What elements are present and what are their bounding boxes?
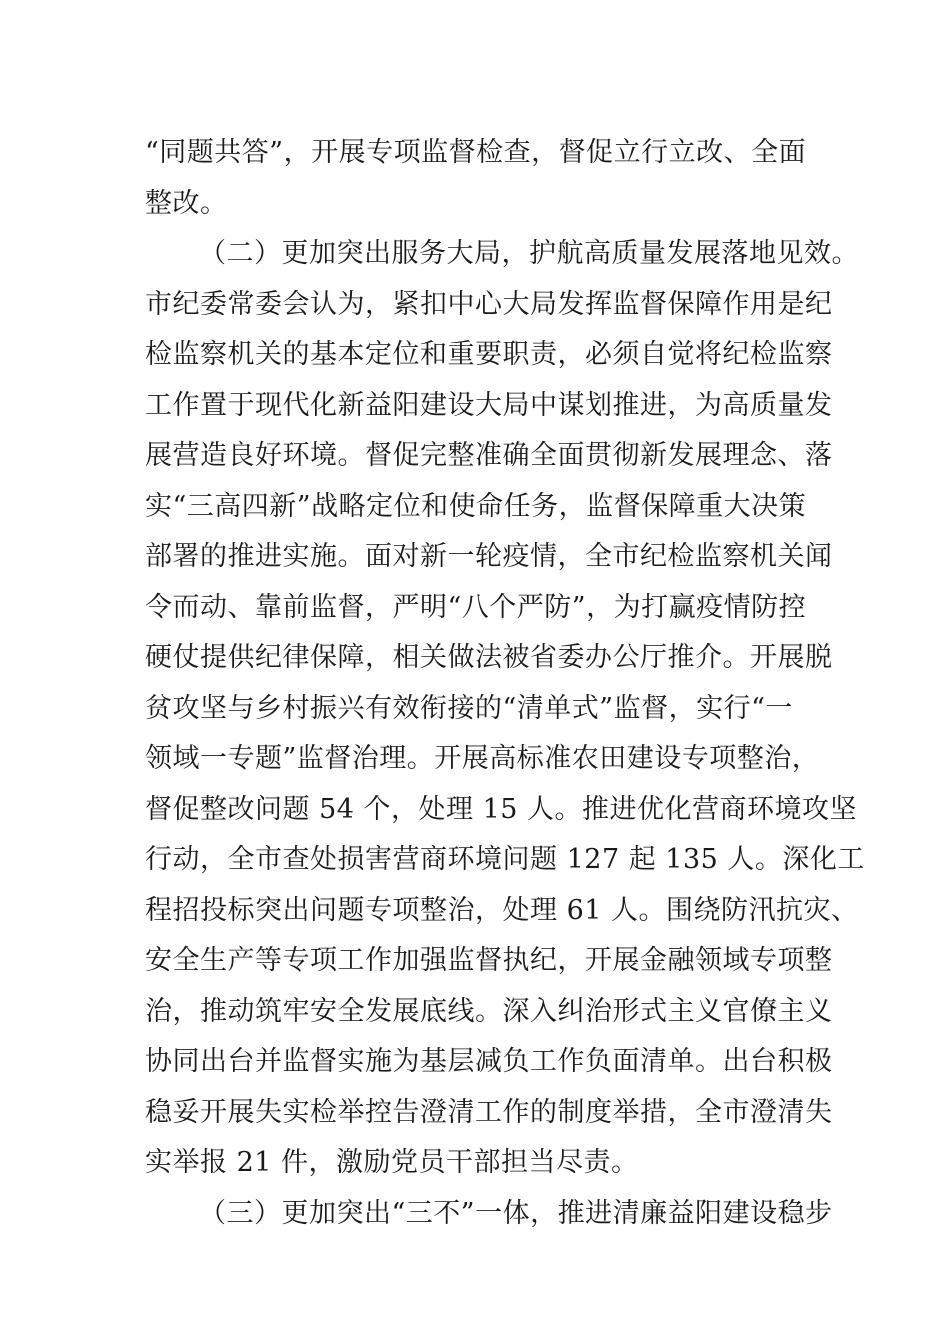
text-line: 程招投标突出问题专项整治，处理 61 人。围绕防汛抗灾、 — [145, 894, 859, 926]
text-line: 检监察机关的基本定位和重要职责，必须自觉将纪检监察 — [145, 339, 833, 370]
text-line: 工作置于现代化新益阳建设大局中谋划推进，为高质量发 — [145, 389, 833, 421]
text-line: 令而动、靠前监督，严明“八个严防”，为打赢疫情防控 — [145, 591, 807, 623]
text-line: 稳妥开展失实检举控告澄清工作的制度举措，全市澄清失 — [145, 1096, 833, 1128]
text-line: 市纪委常委会认为，紧扣中心大局发挥监督保障作用是纪 — [145, 288, 833, 320]
text-line: 实“三高四新”战略定位和使命任务，监督保障重大决策 — [145, 490, 807, 522]
text-line: 领域一专题”监督治理。开展高标准农田建设专项整治， — [145, 743, 820, 774]
section-heading: （二）更加突出服务大局，护航高质量发展落地见效。 — [199, 238, 859, 269]
text-line: 硬仗提供纪律保障，相关做法被省委办公厅推介。开展脱 — [145, 642, 833, 673]
text-line: “同题共答”，开展专项监督检查，督促立行立改、全面 — [145, 137, 807, 168]
text-line: 部署的推进实施。面对新一轮疫情，全市纪检监察机关闻 — [145, 541, 833, 572]
body-text — [145, 128, 865, 1239]
text-line: 安全生产等专项工作加强监督执纪，开展金融领域专项整 — [145, 945, 833, 976]
text-line: 贫攻坚与乡村振兴有效衔接的“清单式”监督，实行“一 — [145, 692, 793, 724]
text-line: 实举报 21 件，激励党员干部担当尽责。 — [145, 1147, 639, 1178]
text-line: 治，推动筑牢安全发展底线。深入纠治形式主义官僚主义 — [145, 995, 833, 1027]
text-line: 督促整改问题 54 个，处理 15 人。推进优化营商环境攻坚 — [145, 793, 858, 825]
text-line: 行动，全市查处损害营商环境问题 127 起 135 人。深化工 — [145, 844, 865, 875]
text-line: 整改。 — [145, 187, 228, 219]
text-line: 展营造良好环境。督促完整准确全面贯彻新发展理念、落 — [145, 440, 833, 471]
text-line: 协同出台并监督实施为基层减负工作负面清单。出台积极 — [145, 1046, 833, 1077]
section-heading: （三）更加突出“三不”一体，推进清廉益阳建设稳步 — [199, 1197, 833, 1229]
